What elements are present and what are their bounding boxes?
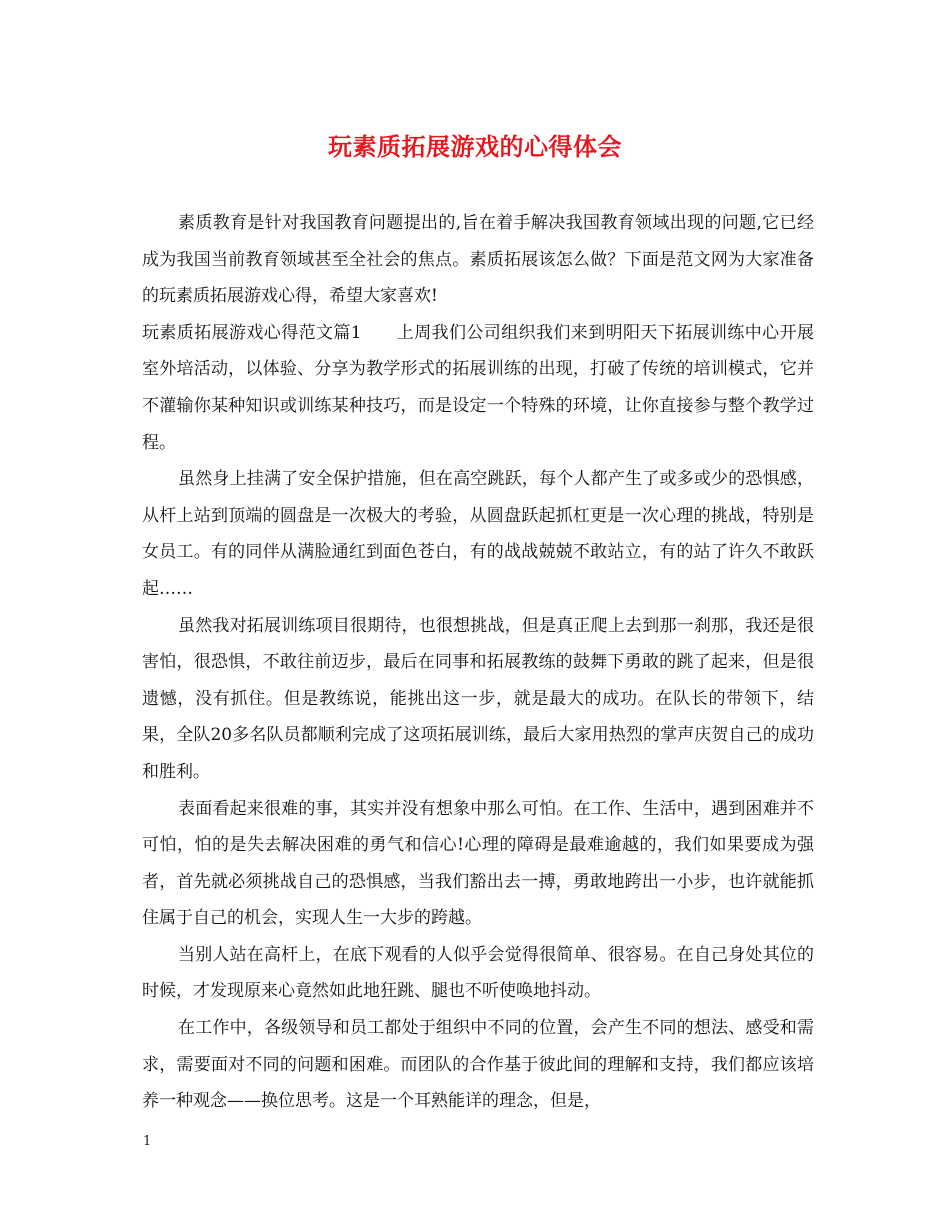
document-body xyxy=(142,205,814,1120)
document-title: 玩素质拓展游戏的心得体会 xyxy=(328,132,622,161)
paragraph-perspective: 当别人站在高杆上，在底下观看的人似乎会觉得很简单、很容易。在自己身处其位的时候，才发现原来心竟然如此地狂跳、腿也不听使唤地抖动。 xyxy=(142,944,814,1002)
paragraph-challenge: 虽然我对拓展训练项目很期待，也很想挑战，但是真正爬上去到那一刹那，我还是很害怕，很恐惧，不敢往前迈步，最后在同事和拓展教练的鼓舞下勇敢的跳了起来，但是很遗憾，没有抓住。但是教练说，能挑出这一步，就是最大的成功。在队长的带领下，结果，全队20多名队员都顺利完成了这项拓展训练，最后大家用热烈的掌声庆贺自己的成功和胜利。 xyxy=(142,615,814,782)
paragraph-intro: 素质教育是针对我国教育问题提出的,旨在着手解决我国教育领域出现的问题,它已经成为我国当前教育领域甚至全社会的焦点。素质拓展该怎么做？下面是范文网为大家准备的玩素质拓展游戏心得，希望大家喜欢! xyxy=(142,213,814,307)
page-number: 1 xyxy=(143,1134,152,1149)
paragraph-teamwork: 在工作中，各级领导和员工都处于组织中不同的位置，会产生不同的想法、感受和需求，需要面对不同的问题和困难。而团队的合作基于彼此间的理解和支持，我们都应该培养一种观念——换位思考。这是一个耳熟能详的理念，但是， xyxy=(142,1018,814,1112)
paragraph-fear: 虽然身上挂满了安全保护措施，但在高空跳跃，每个人都产生了或多或少的恐惧感，从杆上站到顶端的圆盘是一次极大的考验，从圆盘跃起抓杠更是一次心理的挑战，特别是女员工。有的同伴从满脸通红到面色苍白，有的战战兢兢不敢站立，有的站了许久不敢跃起…… xyxy=(142,469,814,599)
paragraph-reflection: 表面看起来很难的事，其实并没有想象中那么可怕。在工作、生活中，遇到困难并不可怕，怕的是失去解决困难的勇气和信心!心理的障碍是最难逾越的，我们如果要成为强者，首先就必须挑战自己的恐惧感，当我们豁出去一搏，勇敢地跨出一小步，也许就能抓住属于自己的机会，实现人生一大步的跨越。 xyxy=(142,798,814,929)
paragraph-essay-1-start: 玩素质拓展游戏心得范文篇1 上周我们公司组织我们来到明阳天下拓展训练中心开展室外培活动，以体验、分享为教学形式的拓展训练的出现，打破了传统的培训模式，它并不灌输你某种知识或训练某种技巧，而是设定一个特殊的环境，让你直接参与整个教学过程。 xyxy=(142,322,814,453)
